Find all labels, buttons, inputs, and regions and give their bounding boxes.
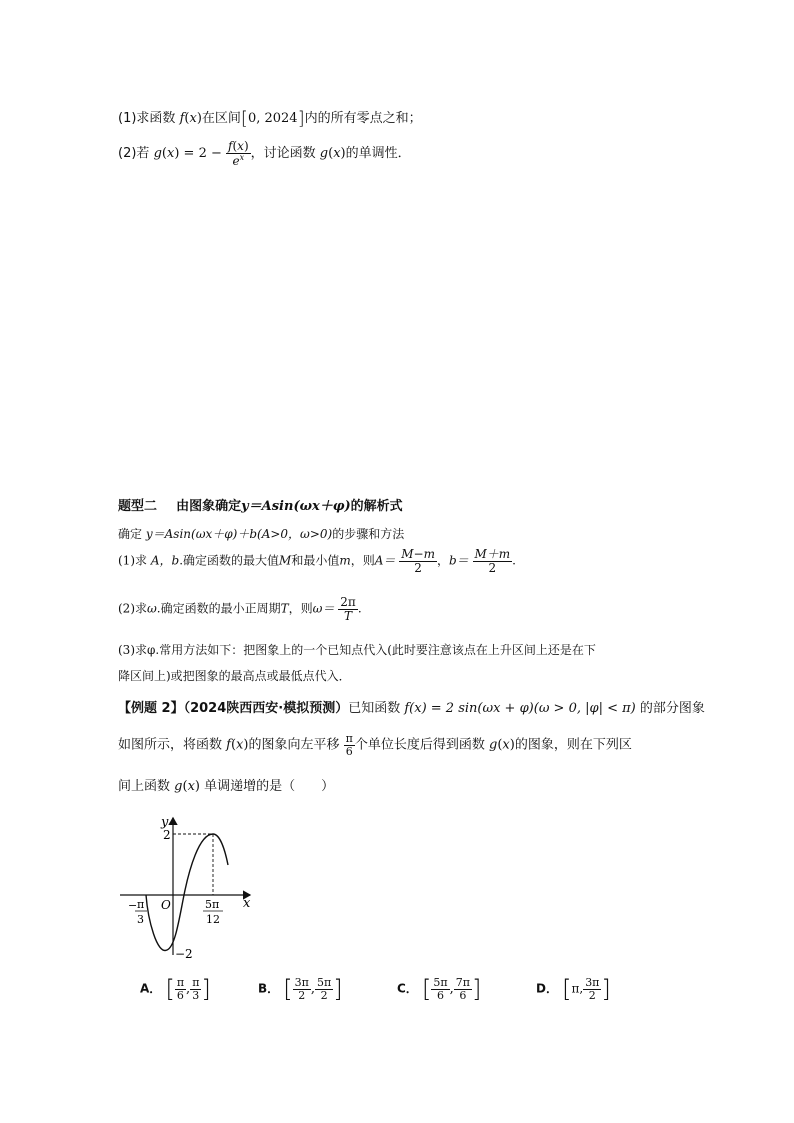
method-intro-b: 的步骤和方法 (332, 527, 405, 541)
example-fx: f(x) (226, 737, 249, 753)
s1-e: ， (436, 553, 449, 568)
example-formula: f(x) = 2 sin(ωx + φ)(ω > 0, |φ| < π) (404, 701, 636, 716)
q1-label: (1) (118, 111, 137, 126)
s1-M: M (279, 553, 292, 568)
example-l2-b: 的图象向左平移 (248, 737, 340, 753)
example-line-2 (118, 733, 632, 757)
option-c-letter: C． (397, 981, 418, 996)
q2-gx-2: g(x) (319, 146, 346, 162)
x-left-sign: − (128, 899, 138, 912)
option-b-letter: B． (258, 981, 280, 996)
example-shift-frac: $\frac{\pi}{6}$ (345, 732, 353, 758)
s1-frac-1: $\frac{M-m}{2}$ (401, 547, 435, 575)
example-l3-b: 单调递增的是（ ） (204, 779, 335, 794)
example-l2-c: 个单位长度后得到函数 (354, 737, 485, 753)
s2-b: .确定函数的最小正周期 (156, 601, 281, 616)
q2-fraction: $\frac{f(x)}{e^x}$ (228, 139, 249, 168)
example-l2-a: 如图所示，将函数 (118, 737, 223, 753)
q2-text-a: 若 (136, 146, 150, 162)
y-axis-label: y (161, 815, 169, 830)
q2-gx: g(x) (153, 146, 180, 162)
example-label: 【例题 2】 (118, 701, 184, 716)
example-l1-a: 已知函数 (348, 701, 401, 716)
s2-c: ，则 (288, 601, 313, 616)
option-d-letter: D． (536, 981, 558, 996)
q2-label: (2) (118, 146, 137, 162)
question-2 (118, 140, 411, 167)
option-a[interactable]: A． [ $\frac{\pi}{6}$ , $\frac{\pi}{3}$ ] (140, 975, 211, 1003)
method-intro (118, 525, 404, 542)
example-l2-d: 的图象，则在下列区 (514, 737, 632, 753)
q1-interval: 0, 2024 (247, 111, 298, 126)
method-step-2: (2)求ω.确定函数的最小正周期T，则ω＝ $\frac{2\pi}{T}$ . (118, 595, 362, 623)
s2-a: (2)求 (118, 601, 147, 616)
s1-b: .确定函数的最大值 (179, 553, 280, 568)
method-intro-formula: y＝Asin(ωx＋φ)＋b(A>0，ω>0) (145, 527, 333, 541)
s2-T: T (280, 601, 289, 616)
s1-vars: A，b (150, 553, 180, 568)
example-line-1 (118, 697, 705, 716)
q2-eq: = 2 − (183, 146, 222, 162)
section-title-text: 由图象确定 (176, 499, 242, 514)
s2-w2: ω＝ (312, 601, 335, 616)
q1-fx: f(x) (179, 111, 202, 126)
q1-text-c: 内的所有零点之和； (304, 111, 422, 126)
x-left-den: 3 (137, 913, 144, 926)
example-source: （2024陕西西安·模拟预测） (183, 701, 349, 716)
s1-b2: b＝ (448, 553, 469, 568)
s2-frac: $\frac{2\pi}{T}$ (340, 595, 356, 623)
example-gx-2: g(x) (174, 779, 200, 794)
section-title-prefix: 题型二 (118, 499, 158, 514)
example-line-3 (118, 775, 334, 794)
question-1: (1)求函数 f(x)在区间[0, 2024]内的所有零点之和； (118, 108, 422, 129)
y-min-label: −2 (175, 947, 193, 960)
section-title-formula: y＝Asin(ωx＋φ) (241, 499, 351, 514)
sine-curve (146, 834, 228, 950)
function-graph (115, 810, 265, 960)
s2-w: ω (147, 601, 157, 616)
option-b[interactable]: B． [ $\frac{3\pi}{2}$ , $\frac{5\pi}{2}$ ] (258, 975, 343, 1003)
q1-text-b: 在区间 (201, 111, 241, 126)
s1-frac-2: $\frac{M+m}{2}$ (474, 547, 511, 575)
method-step-1: (1)求 A，b.确定函数的最大值M和最小值m，则A＝ $\frac{M-m}{2}$ ，b＝ $\frac{M+m}{2}$ . (118, 547, 516, 575)
section-title (118, 495, 403, 514)
x-right-num: 5π (205, 898, 220, 911)
origin-label: O (161, 898, 171, 912)
option-a-letter: A． (140, 981, 162, 996)
q2-text-b: ，讨论函数 (250, 146, 316, 162)
q1-text-a: 求函数 (136, 111, 176, 126)
s1-A: A＝ (374, 553, 396, 568)
option-d[interactable]: D． [π, $\frac{3\pi}{2}$ ] (536, 975, 611, 1003)
x-right-den: 12 (206, 913, 220, 926)
section-title-suffix: 的解析式 (350, 499, 403, 514)
s1-m: m (339, 553, 351, 568)
method-step-3-line-2: 降区间上)或把图象的最高点或最低点代入． (118, 669, 351, 683)
option-c[interactable]: C． [ $\frac{5\pi}{6}$ , $\frac{7\pi}{6}$ ] (397, 975, 482, 1003)
example-l1-b: 的部分图象 (639, 701, 705, 716)
x-axis-label: x (243, 896, 251, 911)
s1-a: (1)求 (118, 553, 147, 568)
q2-text-c: 的单调性． (345, 146, 411, 162)
x-left-num: π (137, 898, 145, 911)
example-gx: g(x) (489, 737, 515, 753)
method-intro-a: 确定 (118, 527, 143, 541)
y-max-label: 2 (163, 828, 171, 842)
s1-d: ，则 (350, 553, 375, 568)
method-step-3-line-1: (3)求φ.常用方法如下：把图象上的一个已知点代入(此时要注意该点在上升区间上还是在下 (118, 643, 596, 657)
s1-c: 和最小值 (291, 553, 340, 568)
example-l3-a: 间上函数 (118, 779, 171, 794)
